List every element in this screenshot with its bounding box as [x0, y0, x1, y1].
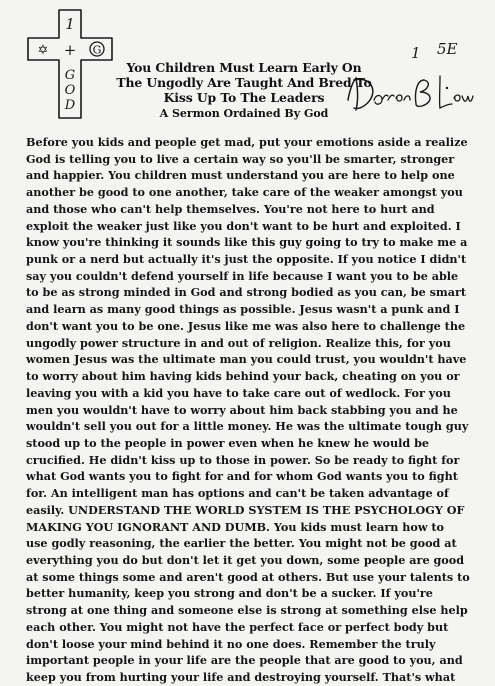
title-line-1: You Children Must Learn Early On — [126, 60, 362, 75]
body-line: and happier. You children must understand you are here to help one — [26, 168, 455, 183]
circle-g-letter: G — [92, 43, 102, 57]
handwritten-number: 1 — [411, 44, 421, 62]
body-line: important people in your life are the people that are good to you, and — [26, 653, 463, 668]
body-line: each other. You might not have the perfect face or perfect body but — [26, 619, 449, 634]
body-line: don't want you to be one. Jesus like me was also here to challenge the — [26, 318, 466, 333]
body-line: men you wouldn't have to worry about him back stabbing you and he — [26, 402, 458, 417]
body-line: use godly reasoning, the earlier the better. You might not be good at — [26, 536, 457, 551]
body-line: leaving you with a kid you have to take care out of wedlock. For you — [26, 385, 451, 400]
body-line: and learn as many good things as possible. Jesus wasn't a punk and I — [26, 302, 460, 317]
body-line: and those who can't help themselves. You're not here to hurt and — [26, 201, 435, 216]
body-line: stood up to the people in power even when he knew he would be — [26, 435, 430, 450]
title-line-3: Kiss Up To The Leaders — [163, 90, 325, 106]
body-line: exploit the weaker just like you don't want to be hurt and exploited. I — [26, 218, 461, 233]
body-line: everything you do but don't let it get you down, some people are good — [26, 552, 465, 567]
cross-text-d: D — [64, 98, 76, 113]
body-line: ungodly power structure in and out of religion. Realize this, for you — [26, 335, 451, 350]
body-line: strong at one thing and someone else is strong at something else help — [26, 603, 468, 618]
star-of-david-icon: ✡ — [37, 43, 49, 58]
body-line: to be as strong minded in God and strong bodied as you can, be smart — [26, 285, 467, 300]
body-line: know you're thinking it sounds like this guy going to try to make me a — [26, 235, 468, 250]
body-line: don't loose your mind behind it no one does. Remember the truly — [26, 636, 436, 651]
cross-drawing — [26, 8, 114, 120]
cross-text-g: G — [64, 68, 76, 83]
body-line: women Jesus was the ultimate man you could trust, you wouldn't have — [26, 352, 467, 367]
body-line: crucified. He didn't kiss up to those in power. So be ready to fight for — [26, 452, 460, 467]
sermon-header — [110, 60, 378, 121]
body-line: God is telling you to live a certain way so you'll be smarter, stronger — [26, 151, 455, 166]
body-line: at some things some and aren't good at others. But use your talents to — [26, 569, 470, 584]
handwritten-page-code: 5E — [437, 40, 458, 58]
body-line: better humanity, keep you strong and don't be a sucker. If you're — [26, 586, 433, 601]
body-line: MAKING YOU IGNORANT AND DUMB. You kids must learn how to — [26, 519, 444, 534]
body-line: another be good to one another, take care of the weaker amongst you — [26, 185, 463, 200]
body-line: punk or a nerd but actually it's just the opposite. If you notice I didn't — [26, 252, 467, 267]
body-line: wouldn't sell you out for a little money. He was the ultimate tough guy — [26, 419, 469, 434]
cross-text-mid: + — [63, 41, 77, 59]
body-line: Before you kids and people get mad, put your emotions aside a realize — [26, 135, 468, 149]
body-line: what God wants you to fight for and for whom God wants you to fight — [26, 469, 458, 484]
sermon-subtitle: A Sermon Ordained By God — [159, 106, 329, 120]
body-line: keep you from hurting your life and destroying yourself. That's what — [26, 670, 456, 684]
sermon-body — [26, 134, 472, 686]
title-line-2: The Ungodly Are Taught And Bred To — [116, 75, 372, 91]
cross-text-o: O — [64, 83, 76, 98]
body-line: to worry about him having kids behind your back, cheating on you or — [26, 369, 460, 384]
body-line: for. An intelligent man has options and can't be taken advantage of — [26, 486, 449, 501]
cross-icon — [26, 8, 114, 120]
body-line: easily. UNDERSTAND THE WORLD SYSTEM IS THE PSYCHOLOGY OF — [26, 502, 465, 517]
cross-text-top: 1 — [65, 15, 75, 33]
body-line: say you couldn't defend yourself in life because I want you to be able — [26, 268, 459, 283]
